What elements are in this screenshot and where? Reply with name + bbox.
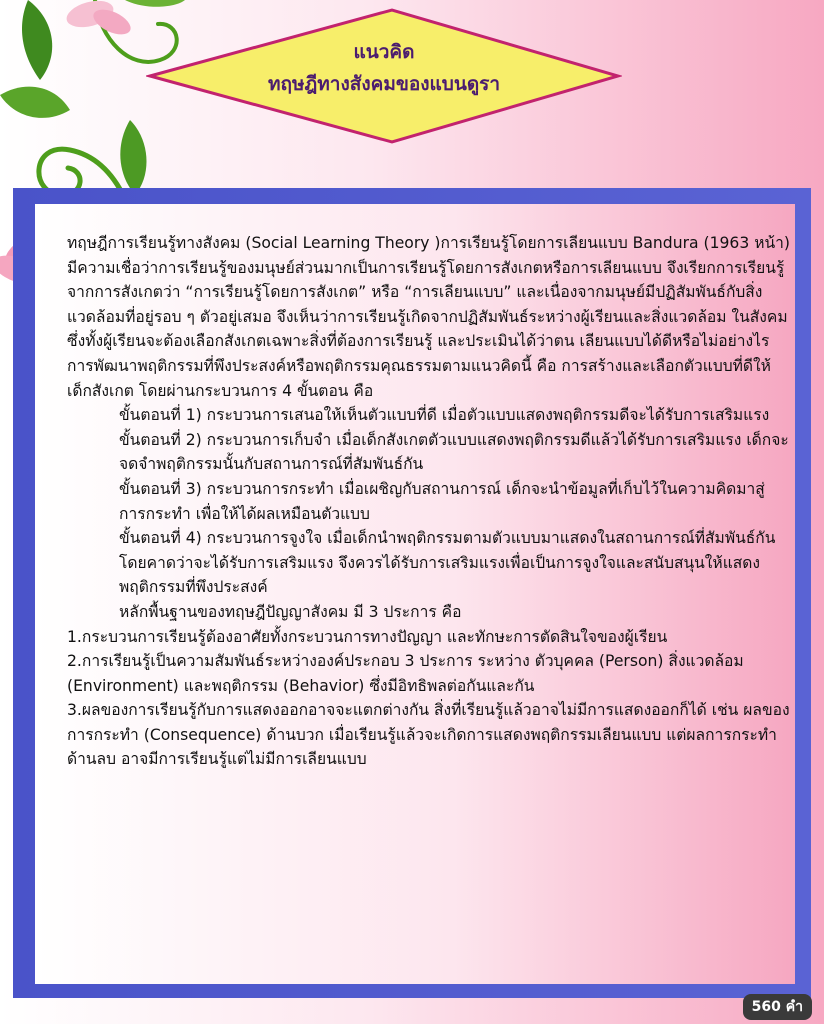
article-body [67, 231, 795, 772]
title-banner [146, 6, 622, 146]
page-title [146, 36, 622, 100]
paragraph-step-3: ขั้นตอนที่ 3) กระบวนการกระทำ เมื่อเผชิญกับสถานการณ์ เด็กจะนำข้อมูลที่เก็บไว้ในความคิดมาสู่การกระทำ เพื่อให้ได้ผลเหมือนตัวแบบ [119, 479, 765, 523]
paragraph-step-1: ขั้นตอนที่ 1) กระบวนการเสนอให้เห็นตัวแบบที่ดี เมื่อตัวแบบแสดงพฤติกรรมดีจะได้รับการเสริมแรง [119, 406, 770, 425]
paragraph-principle-3: 3.ผลของการเรียนรู้กับการแสดงออกอาจจะแตกต่างกัน สิ่งที่เรียนรู้แล้วอาจไม่มีการแสดงออกก็ได้ เช่น ผลของการกระทำ (Consequence) ด้านบวก เมื่อเรียนรู้แล้วจะเกิดการแสดงพฤติกรรมเลียนแบบ แต่ผลการกระทำด้านลบ อาจมีการเรียนรู้แต่ไม่มีการเลียนแบบ [67, 701, 790, 769]
paragraph-step-2: ขั้นตอนที่ 2) กระบวนการเก็บจำ เมื่อเด็กสังเกตตัวแบบแสดงพฤติกรรมดีแล้วได้รับการเสริมแรง เด็กจะจดจำพฤติกรรมนั้นกับสถานการณ์ที่สัมพันธ์กัน [119, 430, 789, 474]
paragraph-principles-heading: หลักพื้นฐานของทฤษฎีปัญญาสังคม มี 3 ประการ คือ [119, 602, 462, 621]
word-count-badge: 560 คำ [743, 994, 812, 1020]
paragraph-principle-2: 2.การเรียนรู้เป็นความสัมพันธ์ระหว่างองค์ประกอบ 3 ประการ ระหว่าง ตัวบุคคล (Person) สิ่งแวดล้อม (Environment) และพฤติกรรม (Behavior) ซึ่งมีอิทธิพลต่อกันและกัน [67, 652, 744, 695]
paragraph-intro: ทฤษฎีการเรียนรู้ทางสังคม (Social Learning Theory )การเรียนรู้โดยการเลียนแบบ Bandura (1963 หน้า) มีความเชื่อว่าการเรียนรู้ของมนุษย์ส่วนมากเป็นการเรียนรู้โดยการสังเกตหรือการเลียนแบบ จึงเรียกการเรียนรู้จากการสังเกตว่า “การเรียนรู้โดยการสังเกต” หรือ “การเลียนแบบ” และเนื่องจากมนุษย์มีปฏิสัมพันธ์กับสิ่งแวดล้อมที่อยู่รอบ ๆ ตัวอยู่เสมอ จึงเห็นว่าการเรียนรู้เกิดจากปฏิสัมพันธ์ระหว่างผู้เรียนและสิ่งแวดล้อม ในสังคม ซึ่งทั้งผู้เรียนจะต้องเลือกสังเกตเฉพาะสิ่งที่ต้องการเรียนรู้ และประเมินได้ว่าตน เลียนแบบได้ดีหรือไม่อย่างไร [67, 234, 791, 351]
paragraph-step-4: ขั้นตอนที่ 4) กระบวนการจูงใจ เมื่อเด็กนำพฤติกรรมตามตัวแบบมาแสดงในสถานการณ์ที่สัมพันธ์กัน โดยคาดว่าจะได้รับการเสริมแรง จึงควรได้รับการเสริมแรงเพื่อเป็นการจูงใจและสนับสนุนให้แสดงพฤติกรรมที่พึงประสงค์ [119, 529, 776, 597]
paragraph-principle-1: 1.กระบวนการเรียนรู้ต้องอาศัยทั้งกระบวนการทางปัญญา และทักษะการตัดสินใจของผู้เรียน [67, 627, 668, 646]
title-line-2: ทฤษฎีทางสังคมของแบนดูรา [267, 73, 501, 95]
paragraph-development: การพัฒนาพฤติกรรมที่พึงประสงค์หรือพฤติกรรมคุณธรรมตามแนวคิดนี้ คือ การสร้างและเลือกตัวแบบที่ดีให้เด็กสังเกต โดยผ่านกระบวนการ 4 ขั้นตอน คือ [67, 356, 771, 400]
title-line-1: แนวคิด [353, 41, 415, 63]
